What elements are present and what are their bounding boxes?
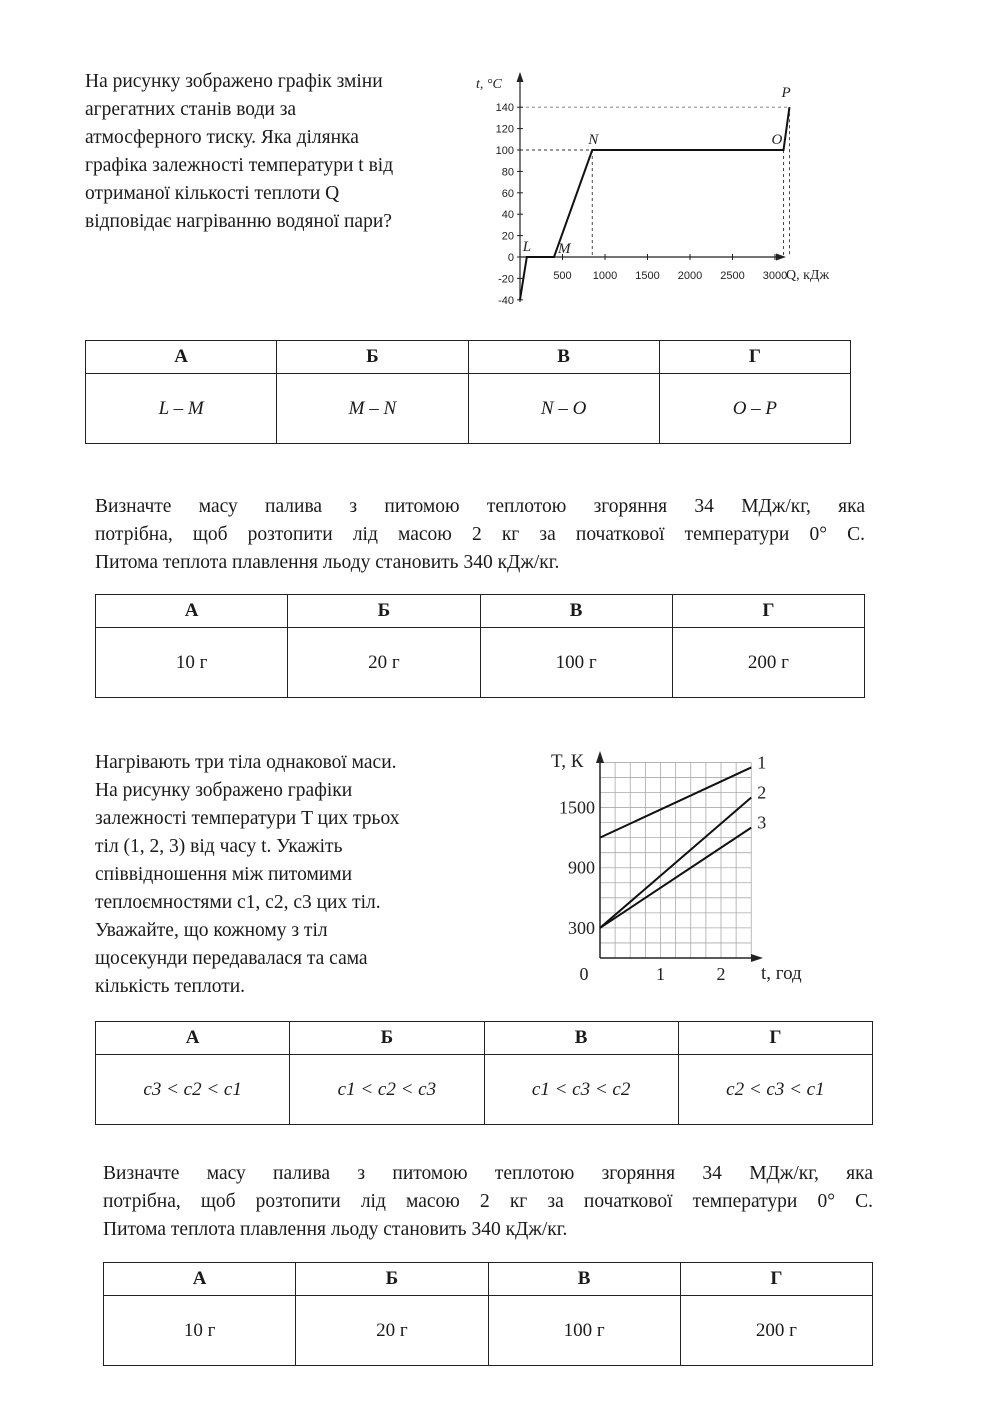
q1-answer-b[interactable]: M – N (277, 374, 468, 444)
c1-point-label: N (588, 132, 599, 148)
q1-answer-a[interactable]: L – M (86, 374, 277, 444)
c1-y-tick-label: 60 (501, 187, 514, 200)
q1-header-b: Б (277, 341, 468, 374)
c1-y-axis-arrow (517, 72, 524, 82)
q1-text (85, 68, 465, 236)
q1-answer-table (85, 340, 851, 444)
c1-y-tick-label: -40 (498, 294, 514, 307)
c1-x-tick-label: 2000 (677, 270, 703, 282)
q3-header-b: Б (290, 1022, 484, 1055)
c1-x-tick-label: 1000 (592, 270, 618, 282)
c2-x-tick-label: 0 (579, 964, 589, 984)
q2-header-a: А (96, 595, 288, 628)
q2-answer-b[interactable]: 20 г (288, 628, 480, 698)
c1-y-tick-label: 20 (501, 230, 514, 243)
c1-y-tick-label: 100 (495, 145, 514, 157)
q2-header-c: В (480, 595, 672, 628)
q3-answer-a[interactable]: c3 < c2 < c1 (96, 1055, 290, 1125)
q4-answer-c[interactable]: 100 г (488, 1296, 680, 1366)
q3-line: Нагрівають три тіла однакової маси. (95, 752, 397, 773)
c1-y-tick-label: 80 (501, 166, 514, 179)
c2-x-tick-label: 2 (716, 964, 726, 984)
q1-header-a: А (86, 341, 277, 374)
q4-line: потрібна, щоб розтопити лід масою 2 кг за початкової температури 0° С. (103, 1191, 873, 1212)
q4-header-a: А (104, 1263, 296, 1296)
q3-answer-c[interactable]: c1 < c3 < c2 (484, 1055, 678, 1125)
c2-xlabel: t, год (761, 963, 802, 984)
c1-x-axis-arrow (776, 254, 786, 261)
q3-text (95, 749, 495, 1001)
c1-xlabel: Q, кДж (786, 268, 830, 283)
q1-line: На рисунку зображено графік зміни (85, 71, 383, 92)
q3-header-a: А (96, 1022, 290, 1055)
q4-line: Визначте масу палива з питомою теплотою згоряння 34 МДж/кг, яка (103, 1163, 873, 1184)
c1-y-tick-label: 0 (507, 252, 514, 264)
q1-line: отриманої кількості теплоти Q (85, 183, 340, 204)
c1-x-tick-label: 1500 (635, 270, 660, 282)
q2-line: Питома теплота плавлення льоду становить 340 кДж/кг. (95, 552, 560, 573)
q4-line: Питома теплота плавлення льоду становить 340 кДж/кг. (103, 1219, 568, 1240)
c2-x-axis-arrow (751, 954, 763, 962)
q2-answer-c[interactable]: 100 г (480, 628, 672, 698)
c2-series-label: 1 (757, 752, 767, 773)
c2-series-label: 3 (757, 812, 767, 833)
phase-change-chart (470, 68, 860, 318)
q4-answer-d[interactable]: 200 г (680, 1296, 872, 1366)
q1-header-d: Г (659, 341, 850, 374)
c1-point-label: L (522, 239, 532, 255)
q4-header-c: В (488, 1263, 680, 1296)
q4-answer-table (103, 1262, 873, 1366)
c1-x-tick-label: 3000 (762, 270, 788, 282)
q2-answer-a[interactable]: 10 г (96, 628, 288, 698)
c1-y-tick-label: 40 (501, 209, 514, 222)
c1-ylabel: t, °C (476, 77, 502, 92)
q3-header-d: Г (678, 1022, 872, 1055)
q3-line: щосекунди передавалася та сама (95, 948, 368, 969)
q1-header-c: В (468, 341, 659, 374)
q3-line: залежності температури T цих трьох (95, 808, 400, 829)
c1-x-tick-label: 500 (553, 270, 572, 282)
q1-line: графіка залежності температури t від (85, 155, 394, 176)
c1-point-label: M (558, 241, 571, 257)
c1-point-label: O (771, 132, 783, 148)
q2-line: потрібна, щоб розтопити лід масою 2 кг за початкової температури 0° С. (95, 524, 865, 545)
c2-x-tick-label: 1 (656, 964, 665, 984)
q2-answer-table (95, 594, 865, 698)
q3-line: Уважайте, що кожному з тіл (95, 920, 328, 941)
q4-text (103, 1160, 873, 1244)
q4-answer-a[interactable]: 10 г (104, 1296, 296, 1366)
q3-answer-d[interactable]: c2 < c3 < c1 (678, 1055, 872, 1125)
c1-y-tick-label: -20 (498, 273, 514, 286)
q3-line: На рисунку зображено графіки (95, 780, 353, 801)
c1-y-tick-label: 140 (495, 102, 514, 115)
c2-y-tick-label: 900 (568, 857, 595, 878)
q1-answer-d[interactable]: O – P (659, 374, 850, 444)
q1-line: атмосферного тиску. Яка ділянка (85, 127, 359, 148)
q4-answer-b[interactable]: 20 г (296, 1296, 488, 1366)
q3-line: теплоємностями c1, c2, c3 цих тіл. (95, 892, 381, 913)
q3-line: кількість теплоти. (95, 976, 246, 997)
c1-point-label: P (781, 85, 791, 102)
q4-header-b: Б (296, 1263, 488, 1296)
q2-answer-d[interactable]: 200 г (672, 628, 864, 698)
c2-ylabel: T, К (551, 751, 584, 772)
q2-header-d: Г (672, 595, 864, 628)
q1-line: відповідає нагріванню водяної пари? (85, 211, 392, 232)
c2-y-tick-label: 300 (568, 917, 595, 938)
c2-y-axis-arrow (596, 751, 604, 763)
q3-answer-b[interactable]: c1 < c2 < c3 (290, 1055, 484, 1125)
c2-y-tick-label: 1500 (559, 797, 595, 818)
q3-answer-table (95, 1021, 873, 1125)
q2-line: Визначте масу палива з питомою теплотою згоряння 34 МДж/кг, яка (95, 496, 865, 517)
q2-text (95, 493, 865, 577)
q1-answer-c[interactable]: N – O (468, 374, 659, 444)
q4-header-d: Г (680, 1263, 872, 1296)
c1-x-tick-label: 2500 (720, 270, 745, 282)
q2-header-b: Б (288, 595, 480, 628)
temperature-time-chart (545, 745, 825, 990)
q1-line: агрегатних станів води за (85, 99, 297, 120)
q3-line: тіл (1, 2, 3) від часу t. Укажіть (95, 836, 343, 857)
c1-y-tick-label: 120 (495, 123, 514, 136)
q3-line: співвідношення між питомими (95, 864, 353, 885)
q3-header-c: В (484, 1022, 678, 1055)
c2-series-label: 2 (757, 782, 767, 803)
